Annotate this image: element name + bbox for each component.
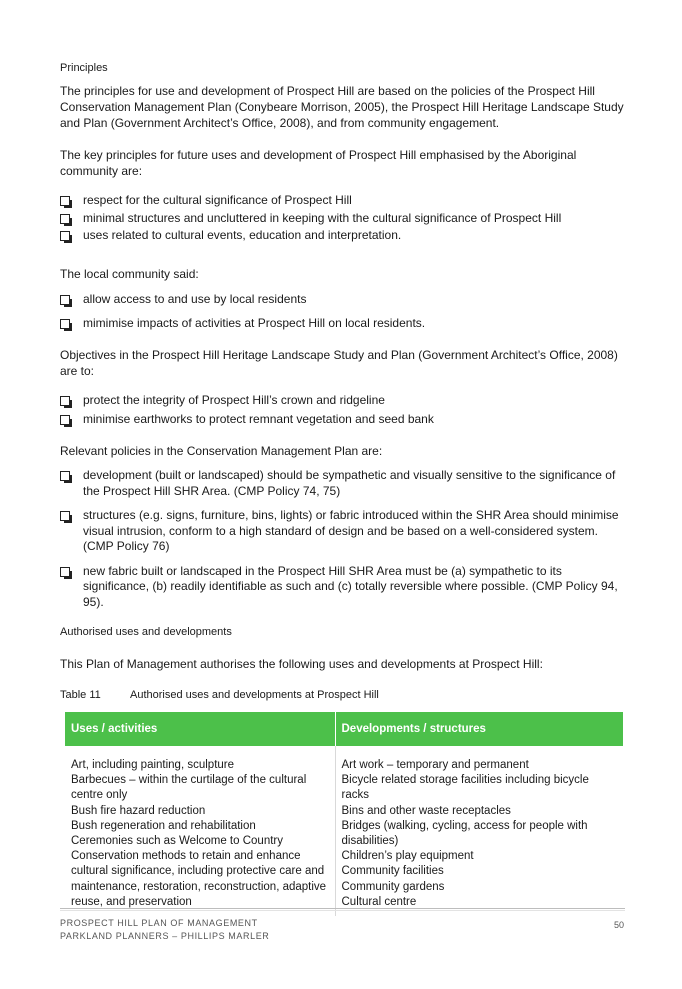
table-cell-item: Bridges (walking, cycling, access for people with disabilities) (341, 819, 588, 848)
table-cell-item: Conservation methods to retain and enhance cultural significance, including protective care and maintenance, restoration, reconstruction, adaptive reuse, and preservation (71, 850, 327, 908)
objectives-intro: Objectives in the Prospect Hill Heritage Landscape Study and Plan (Government Architect’s Office, 2008) are to: (60, 348, 618, 378)
table-cell-item: Bicycle related storage facilities including bicycle racks (341, 774, 589, 802)
checkbox-bullet-icon (60, 231, 70, 241)
table-cell-item: Bush regeneration and rehabilitation (71, 819, 256, 832)
list-item: new fabric built or landscaped in the Prospect Hill SHR Area must be (a) sympathetic to its significance, (b) readily identifiable as such and (c) totally reversible where possible. (CMP Policy 94, 95). (60, 564, 625, 611)
table-cell-item: Bush fire hazard reduction (71, 804, 206, 817)
table-caption (60, 689, 379, 701)
footer-authors: PARKLAND PLANNERS – PHILLIPS MARLER (60, 931, 270, 941)
checkbox-bullet-icon (60, 415, 70, 425)
footer-document-title: PROSPECT HILL PLAN OF MANAGEMENT (60, 918, 258, 928)
list-item: respect for the cultural significance of Prospect Hill (60, 193, 625, 209)
table-cell-item: Community facilities (341, 865, 444, 878)
checkbox-bullet-icon (60, 196, 70, 206)
table-title: Authorised uses and developments at Prospect Hill (130, 689, 379, 701)
policies-list (60, 468, 625, 610)
table-cell-item: Children’s play equipment (341, 850, 474, 863)
table-header-row (65, 712, 623, 746)
checkbox-bullet-icon (60, 471, 70, 481)
uses-cell (65, 746, 335, 916)
list-item: allow access to and use by local residents (60, 292, 625, 308)
list-item: minimise earthworks to protect remnant vegetation and seed bank (60, 412, 625, 428)
checkbox-bullet-icon (60, 511, 70, 521)
list-item: uses related to cultural events, education and interpretation. (60, 228, 625, 244)
list-item: minimal structures and uncluttered in keeping with the cultural significance of Prospect Hill (60, 211, 625, 227)
authorised-uses-table (65, 712, 623, 916)
page-number: 50 (613, 920, 624, 930)
table-row (65, 746, 623, 916)
table-cell-item: Ceremonies such as Welcome to Country (71, 835, 283, 848)
policies-intro: Relevant policies in the Conservation Management Plan are: (60, 444, 383, 458)
developments-cell (335, 746, 623, 916)
list-item: protect the integrity of Prospect Hill’s crown and ridgeline (60, 393, 625, 409)
objectives-list (60, 393, 625, 427)
table-cell-item: Cultural centre (341, 895, 417, 908)
col-header-uses: Uses / activities (65, 712, 335, 746)
footer-divider-secondary (60, 910, 625, 911)
aboriginal-list (60, 193, 625, 244)
principles-heading: Principles (60, 62, 108, 74)
checkbox-bullet-icon (60, 214, 70, 224)
table-cell-item: Art work – temporary and permanent (341, 759, 529, 771)
checkbox-bullet-icon (60, 295, 70, 305)
table-cell-item: Barbecues – within the curtilage of the cultural centre only (71, 774, 307, 802)
footer-divider (60, 908, 625, 909)
authorised-intro: This Plan of Management authorises the following uses and developments at Prospect Hill: (60, 657, 543, 671)
authorised-heading: Authorised uses and developments (60, 626, 232, 638)
aboriginal-intro: The key principles for future uses and development of Prospect Hill emphasised by the Aboriginal community are: (60, 148, 577, 178)
checkbox-bullet-icon (60, 567, 70, 577)
list-item: development (built or landscaped) should be sympathetic and visually sensitive to the significance of the Prospect Hill SHR Area. (CMP Policy 74, 75) (60, 468, 625, 499)
list-item: mimimise impacts of activities at Prospect Hill on local residents. (60, 316, 625, 332)
table-cell-item: Community gardens (341, 880, 445, 893)
list-item: structures (e.g. signs, furniture, bins, lights) or fabric introduced within the SHR Area should minimise visual intrusion, conform to a high standard of design and be based on a well-considered system. (CMP Policy 76) (60, 508, 625, 555)
table-cell-item: Bins and other waste receptacles (341, 804, 511, 817)
checkbox-bullet-icon (60, 319, 70, 329)
col-header-developments: Developments / structures (335, 712, 623, 746)
local-intro: The local community said: (60, 267, 199, 281)
principles-intro: The principles for use and development of Prospect Hill are based on the policies of the Prospect Hill Conservation Management Plan (Conybeare Morrison, 2005), the Prospect Hill Heritage Landscape Study and Plan (Government Architect’s Office, 2008), and from community engagement. (60, 84, 624, 130)
table-cell-item: Art, including painting, sculpture (71, 759, 235, 771)
checkbox-bullet-icon (60, 396, 70, 406)
local-list (60, 292, 625, 331)
table-number: Table 11 (60, 689, 101, 701)
